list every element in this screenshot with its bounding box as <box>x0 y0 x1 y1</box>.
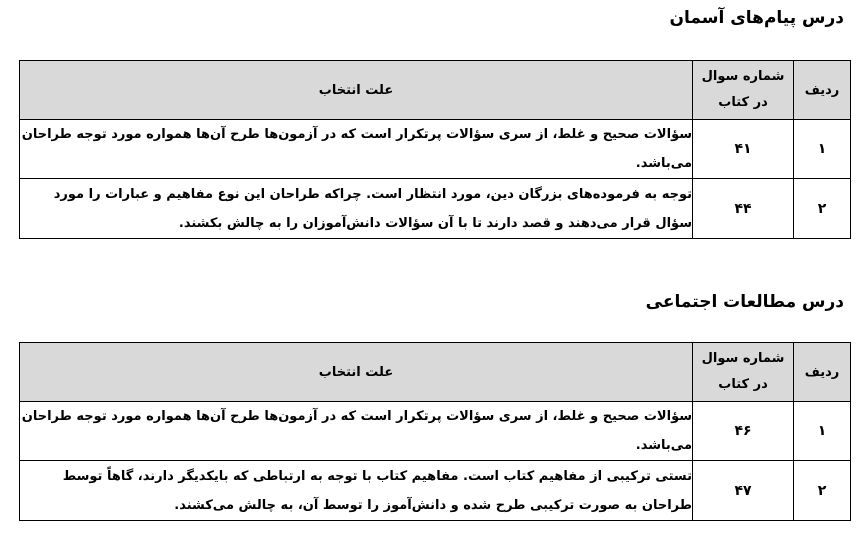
row-number-cell: ۲ <box>794 179 851 239</box>
question-number-cell: ۴۷ <box>693 461 794 521</box>
header-row-number: ردیف <box>794 343 851 402</box>
row-number-cell: ۲ <box>794 461 851 521</box>
header-question-number <box>693 343 794 402</box>
table-row <box>20 402 851 461</box>
selection-table <box>19 60 851 239</box>
reason-cell: سؤالات صحیح و غلط، از سری سؤالات پرتکرار است که در آزمون‌ها طرح آن‌ها همواره مورد توجه طراحان می‌باشد. <box>20 120 693 179</box>
header-reason: علت انتخاب <box>20 343 693 402</box>
row-number-cell: ۱ <box>794 402 851 461</box>
header-question-number-line2: در کتاب <box>718 95 768 110</box>
header-question-number <box>693 61 794 120</box>
header-question-number-line2: در کتاب <box>718 377 768 392</box>
reason-cell: توجه به فرموده‌های بزرگان دین، مورد انتظار است. چراکه طراحان این نوع مفاهیم و عبارات را مورد سؤال قرار می‌دهند و قصد دارند تا با آن سؤالات دانش‌آموزان را به چالش بکشند. <box>20 179 693 239</box>
row-number-cell: ۱ <box>794 120 851 179</box>
reason-cell: سؤالات صحیح و غلط، از سری سؤالات پرتکرار است که در آزمون‌ها طرح آن‌ها همواره مورد توجه طراحان می‌باشد. <box>20 402 693 461</box>
header-row-number: ردیف <box>794 61 851 120</box>
section-title: درس پیام‌های آسمان <box>669 8 844 28</box>
table-row <box>20 179 851 239</box>
question-number-cell: ۴۶ <box>693 402 794 461</box>
header-question-number-line1: شماره سوال <box>701 351 785 366</box>
question-number-cell: ۴۴ <box>693 179 794 239</box>
selection-table <box>19 342 851 521</box>
table-row <box>20 461 851 521</box>
reason-cell: تستی ترکیبی از مفاهیم کتاب است. مفاهیم کتاب با توجه به ارتباطی که بایکدیگر دارند، گاهاً توسط طراحان به صورت ترکیبی طرح شده و دانش‌آموز را توسط آن، به چالش می‌کشند. <box>20 461 693 521</box>
header-question-number-line1: شماره سوال <box>701 69 785 84</box>
table-row <box>20 120 851 179</box>
question-number-cell: ۴۱ <box>693 120 794 179</box>
section-title: درس مطالعات اجتماعی <box>645 292 844 312</box>
header-reason: علت انتخاب <box>20 61 693 120</box>
